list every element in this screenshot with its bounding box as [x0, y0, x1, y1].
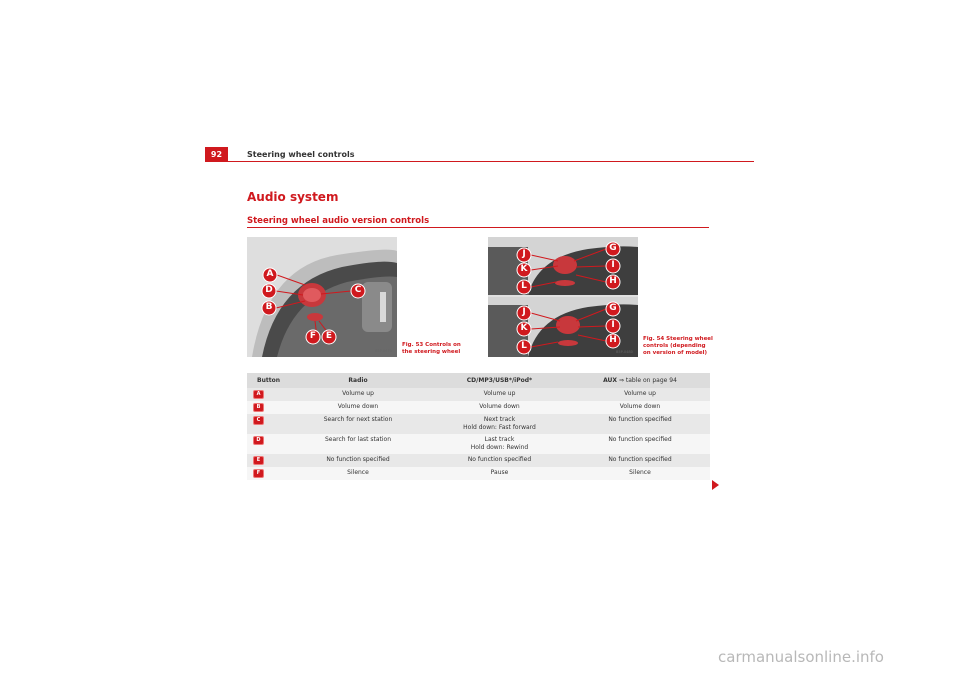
cd-line: Volume down	[479, 403, 520, 410]
table-row	[247, 388, 710, 401]
radio-cell: Volume down	[287, 401, 429, 414]
cd-cell	[429, 401, 570, 414]
table-row	[247, 454, 710, 467]
subsection-title: Steering wheel audio version controls	[247, 216, 430, 226]
figure-54	[488, 237, 638, 357]
header-button: Button	[247, 373, 287, 388]
cd-cell	[429, 388, 570, 401]
aux-cell: Volume up	[570, 388, 710, 401]
fig53-label-f: F	[309, 331, 317, 341]
aux-cell: No function specified	[570, 454, 710, 467]
fig53-label-d: D	[265, 285, 273, 295]
fig54-label-l-1: L	[521, 281, 527, 291]
figure-54-caption: Fig. 54 Steering wheel controls (depending on version of model)	[643, 336, 713, 356]
page-number: 92	[205, 147, 228, 162]
section-title: Audio system	[247, 190, 339, 204]
fig54-label-k-1: K	[520, 264, 528, 274]
fig54-label-g-1: G	[609, 243, 617, 253]
button-badge: E	[253, 456, 264, 465]
audio-controls-table	[247, 373, 710, 480]
cd-line: Pause	[490, 469, 509, 476]
cd-line: Hold down: Rewind	[470, 444, 529, 451]
button-badge: C	[253, 416, 264, 425]
fig53-label-b: B	[265, 302, 273, 312]
header-cd: CD/MP3/USB*/iPod*	[429, 373, 570, 388]
aux-cell: Volume down	[570, 401, 710, 414]
fig53-label-c: C	[354, 285, 362, 295]
header-aux-label: AUX	[603, 377, 618, 384]
table-row	[247, 467, 710, 480]
radio-cell: No function specified	[287, 454, 429, 467]
table-row	[247, 414, 710, 434]
cd-line: Volume up	[483, 390, 516, 397]
cd-line: No function specified	[467, 456, 532, 463]
fig54-label-h-2: H	[609, 335, 617, 345]
cd-cell	[429, 467, 570, 480]
cd-line: Hold down: Fast forward	[463, 424, 536, 431]
radio-cell: Search for next station	[287, 414, 429, 434]
figure-53-code: B5P-0479	[375, 349, 392, 353]
cd-line: Last track	[484, 436, 515, 443]
header-aux	[570, 373, 710, 388]
radio-cell: Search for last station	[287, 434, 429, 454]
header-radio: Radio	[287, 373, 429, 388]
button-badge: D	[253, 436, 264, 445]
fig53-label-e: E	[325, 331, 333, 341]
fig53-label-a: A	[266, 269, 274, 279]
button-badge: F	[253, 469, 264, 478]
aux-cell: No function specified	[570, 434, 710, 454]
fig54-label-k-2: K	[520, 323, 528, 333]
fig54-label-j-1: J	[522, 249, 526, 259]
button-badge: B	[253, 403, 264, 412]
figure-53-caption: Fig. 53 Controls on the steering wheel	[402, 342, 461, 355]
figure-54-code: B5P-0480	[616, 350, 633, 354]
fig54-label-g-2: G	[609, 303, 617, 313]
aux-cell: No function specified	[570, 414, 710, 434]
header-aux-reference: ⇒ table on page 94	[617, 377, 677, 384]
chapter-rule	[205, 161, 754, 162]
cd-cell	[429, 454, 570, 467]
fig54-label-i-2: I	[611, 320, 615, 330]
figure-53-labels	[247, 237, 397, 357]
table-row	[247, 434, 710, 454]
table-row	[247, 401, 710, 414]
aux-cell: Silence	[570, 467, 710, 480]
fig54-label-i-1: I	[611, 260, 615, 270]
fig54-label-l-2: L	[521, 341, 527, 351]
fig54-label-h-1: H	[609, 276, 617, 286]
radio-cell: Silence	[287, 467, 429, 480]
figure-53	[247, 237, 397, 357]
cd-cell	[429, 434, 570, 454]
chapter-title: Steering wheel controls	[247, 150, 355, 159]
radio-cell: Volume up	[287, 388, 429, 401]
cd-line: Next track	[483, 416, 516, 423]
fig54-label-j-2: J	[522, 307, 526, 317]
next-page-arrow-icon[interactable]	[712, 480, 719, 490]
subsection-rule	[247, 227, 709, 228]
watermark: carmanualsonline.info	[718, 648, 884, 666]
cd-cell	[429, 414, 570, 434]
button-badge: A	[253, 390, 264, 399]
